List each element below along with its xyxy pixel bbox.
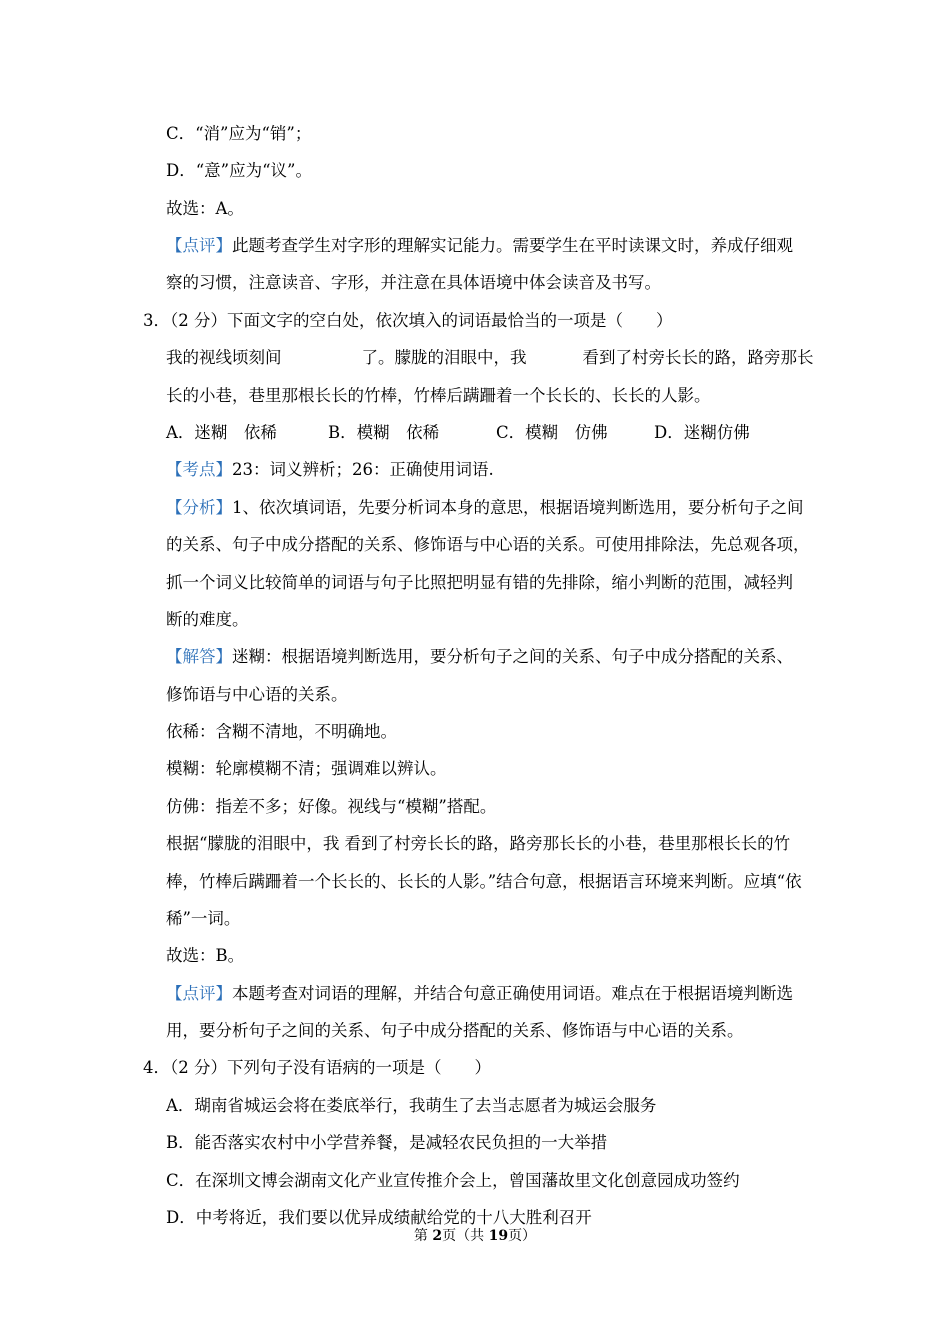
question-3-options bbox=[166, 422, 750, 444]
analysis-paragraph bbox=[166, 497, 804, 519]
analysis-text: 1、依次填词语，先要分析词本身的意思，根据语境判断选用，要分析句子之间 bbox=[232, 498, 804, 517]
page-number: 2 bbox=[432, 1228, 443, 1244]
analysis-tag: 【分析】 bbox=[166, 498, 232, 517]
solution-line: 模糊：轮廓模糊不清；强调难以辨认。 bbox=[166, 759, 447, 778]
option-d: D．迷糊仿佛 bbox=[654, 423, 750, 442]
solution-line: 棒，竹棒后蹒跚着一个长长的、长长的人影。”结合句意，根据语言环境来判断。应填“依 bbox=[166, 872, 802, 891]
option-d-correction: D．“意”应为“议”。 bbox=[166, 161, 312, 180]
comment-tag: 【点评】 bbox=[166, 236, 232, 255]
solution-line: 稀”一词。 bbox=[166, 909, 241, 928]
footer-text: 页） bbox=[508, 1228, 537, 1244]
solution-answer: 故选：B。 bbox=[166, 946, 245, 965]
solution-text: 迷糊：根据语境判断选用，要分析句子之间的关系、句子中成分搭配的关系、 bbox=[232, 647, 793, 666]
solution-paragraph bbox=[166, 646, 793, 668]
comment-paragraph bbox=[166, 235, 793, 257]
passage-part: 看到了村旁长长的路，路旁那长 bbox=[582, 348, 814, 367]
question-3-stem: 3．（2 分）下面文字的空白处，依次填入的词语最恰当的一项是（ ） bbox=[143, 311, 673, 330]
question-4-option-a: A．瑚南省城运会将在娄底举行，我萌生了去当志愿者为城运会服务 bbox=[166, 1096, 657, 1115]
option-c: C．模糊 仿佛 bbox=[496, 423, 608, 442]
review-tag: 【点评】 bbox=[166, 984, 232, 1003]
answer-line: 故选：A。 bbox=[166, 199, 244, 218]
question-4-option-c: C．在深圳文博会湖南文化产业宣传推介会上，曾国藩故里文化创意园成功签约 bbox=[166, 1171, 740, 1190]
analysis-text-cont: 的关系、句子中成分搭配的关系、修饰语与中心语的关系。可使用排除法，先总观各项， bbox=[166, 535, 810, 554]
review-text: 本题考查对词语的理解，并结合句意正确使用词语。难点在于根据语境判断选 bbox=[232, 984, 793, 1003]
solution-line: 依稀：含糊不清地，不明确地。 bbox=[166, 722, 397, 741]
passage-part: 我的视线顷刻间 bbox=[166, 348, 282, 367]
review-text-cont: 用，要分析句子之间的关系、句子中成分搭配的关系、修饰语与中心语的关系。 bbox=[166, 1021, 744, 1040]
page-footer bbox=[0, 1227, 950, 1245]
kaodian-tag: 【考点】 bbox=[166, 460, 232, 479]
passage-part: 了。朦胧的泪眼中，我 bbox=[361, 348, 527, 367]
question-4-option-d: D．中考将近，我们要以优异成绩献给党的十八大胜利召开 bbox=[166, 1208, 592, 1227]
footer-text: 第 bbox=[413, 1228, 433, 1244]
kaodian-text: 23：词义辨析；26：正确使用词语. bbox=[232, 460, 494, 479]
question-4-stem: 4．（2 分）下列句子没有语病的一项是（ ） bbox=[143, 1058, 491, 1077]
solution-tag: 【解答】 bbox=[166, 647, 232, 666]
comment-text-cont: 察的习惯，注意读音、字形，并注意在具体语境中体会读音及书写。 bbox=[166, 273, 661, 292]
option-c-correction: C．“消”应为“销”； bbox=[166, 124, 312, 143]
option-b: B．模糊 依稀 bbox=[328, 423, 440, 442]
question-4-option-b: B．能否落实农村中小学营养餐，是减轻农民负担的一大举措 bbox=[166, 1133, 608, 1152]
solution-text-cont: 修饰语与中心语的关系。 bbox=[166, 685, 348, 704]
question-3-passage-cont: 长的小巷，巷里那根长长的竹棒，竹棒后蹒跚着一个长长的、长长的人影。 bbox=[166, 386, 711, 405]
solution-line: 仿佛：指差不多；好像。视线与“模糊”搭配。 bbox=[166, 797, 497, 816]
kaodian-paragraph bbox=[166, 459, 494, 481]
option-a: A．迷糊 依稀 bbox=[166, 423, 277, 442]
total-pages: 19 bbox=[488, 1228, 509, 1244]
solution-line: 根据“朦胧的泪眼中，我 看到了村旁长长的路，路旁那长长的小巷，巷里那根长长的竹 bbox=[166, 834, 791, 853]
comment-text: 此题考查学生对字形的理解实记能力。需要学生在平时读课文时，养成仔细观 bbox=[232, 236, 793, 255]
analysis-text-cont: 断的难度。 bbox=[166, 610, 249, 629]
review-paragraph bbox=[166, 983, 793, 1005]
footer-text: 页（共 bbox=[442, 1228, 489, 1244]
question-3-passage bbox=[166, 347, 814, 369]
analysis-text-cont: 抓一个词义比较简单的词语与句子比照把明显有错的先排除，缩小判断的范围，减轻判 bbox=[166, 573, 793, 592]
